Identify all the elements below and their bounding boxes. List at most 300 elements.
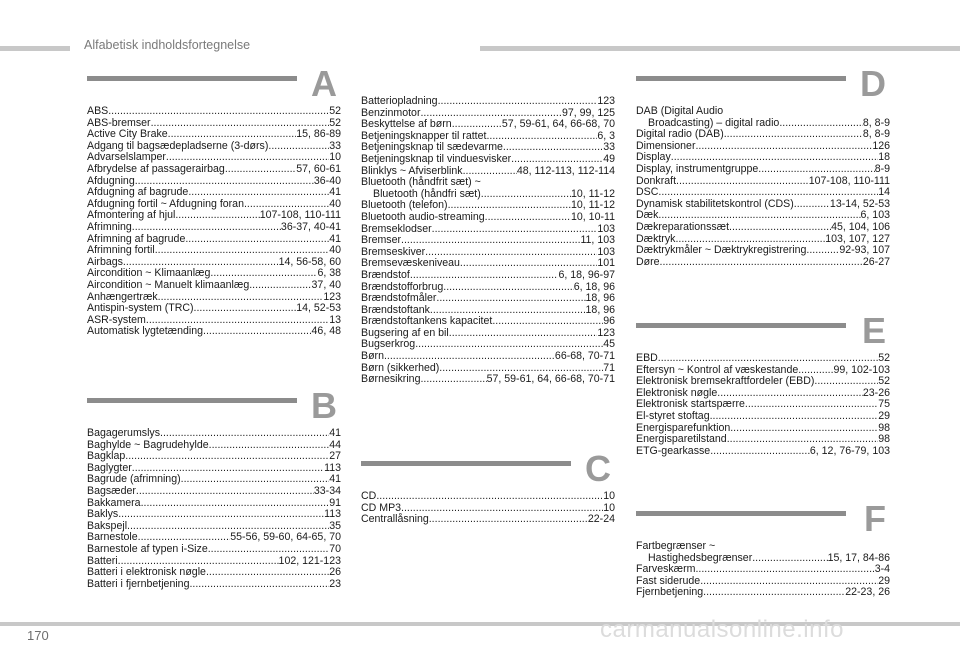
- page-ref: 41: [329, 186, 341, 199]
- page-ref: 40: [329, 244, 341, 257]
- page-ref: 52: [329, 116, 341, 129]
- dot-leader: [125, 451, 329, 463]
- index-term: CD: [361, 490, 377, 502]
- page-ref: 103: [597, 222, 615, 235]
- index-term: Bagsæder: [87, 484, 136, 497]
- dot-leader: [185, 234, 329, 246]
- index-term: Centrallåsning: [361, 513, 429, 526]
- page-ref: 41: [329, 232, 341, 245]
- index-term: Airbags: [87, 255, 123, 268]
- index-term: Afdugning fortil ~ Afdugning foran: [87, 197, 244, 210]
- index-term: Børn: [361, 350, 384, 363]
- dot-leader: [401, 235, 580, 247]
- page-ref: 33: [329, 139, 341, 152]
- index-term: Fartbegrænser ~: [636, 540, 716, 552]
- page-ref: 57, 59-61, 64, 66-68, 70-71: [486, 373, 615, 386]
- page-ref: 15, 17, 84-86: [827, 551, 890, 564]
- page-ref: 11, 103: [580, 234, 615, 247]
- index-term: Bremsevæskeniveau: [361, 257, 460, 270]
- page-ref: 6, 38: [317, 267, 341, 280]
- section-letter: E: [861, 310, 886, 351]
- index-term: Dimensioner: [636, 139, 696, 152]
- index-entry: [636, 446, 890, 458]
- page-ref: 33: [603, 141, 615, 154]
- index-entry: [361, 96, 615, 108]
- dot-leader: [181, 474, 330, 486]
- dot-leader: [710, 446, 810, 458]
- dot-leader: [727, 434, 879, 446]
- index-list: [636, 353, 890, 457]
- page-ref: 123: [597, 326, 615, 339]
- dot-leader: [206, 567, 329, 579]
- dot-leader: [175, 210, 259, 222]
- index-term: Batteri i elektronisk nøgle: [87, 566, 206, 579]
- page-ref: 96: [603, 315, 615, 328]
- page-ref: 6, 18, 96-97: [558, 268, 615, 281]
- dot-leader: [132, 222, 281, 234]
- section-f-heading: [636, 498, 890, 539]
- index-entry: [87, 486, 341, 498]
- section-b-continued: [361, 96, 615, 386]
- section-a: [87, 63, 341, 338]
- page-ref: 98: [878, 433, 890, 446]
- dot-leader: [481, 189, 571, 201]
- section-divider: [636, 323, 846, 328]
- index-term: Bugserkrog: [361, 338, 416, 351]
- page-ref: 45: [603, 338, 615, 351]
- dot-leader: [432, 224, 598, 236]
- page-ref: 18: [878, 151, 890, 164]
- index-term: Benzinmotor: [361, 106, 421, 119]
- page-ref: 40: [329, 197, 341, 210]
- index-entry: [636, 257, 890, 269]
- dot-leader: [745, 399, 878, 411]
- dot-leader: [660, 257, 863, 269]
- page-ref: 113: [324, 461, 341, 474]
- dot-leader: [376, 491, 603, 503]
- page-ref: 44: [329, 438, 341, 451]
- dot-leader: [420, 374, 486, 386]
- dot-leader: [194, 303, 297, 315]
- index-term: Anhængertræk: [87, 290, 158, 303]
- watermark-text: carmanualsonline.info: [600, 616, 844, 643]
- index-entry: [636, 587, 890, 599]
- dot-leader: [695, 564, 874, 576]
- dot-leader: [436, 293, 585, 305]
- index-entry: [636, 434, 890, 446]
- page-ref: 26: [329, 566, 341, 579]
- index-term: Active City Brake: [87, 128, 168, 141]
- index-entry: [87, 164, 341, 176]
- page-ref: 8-9: [874, 162, 890, 175]
- index-entry: [87, 567, 341, 579]
- dot-leader: [449, 328, 598, 340]
- index-term: Digital radio (DAB): [636, 128, 724, 141]
- index-term: Brændstofmåler: [361, 292, 437, 305]
- dot-leader: [141, 498, 330, 510]
- dot-leader: [438, 96, 598, 108]
- index-entry: [87, 245, 341, 257]
- page-ref: 27: [329, 450, 341, 463]
- page-number: 170: [27, 628, 49, 643]
- dot-leader: [249, 280, 311, 292]
- index-term: Bremseskiver: [361, 245, 426, 258]
- index-term: Bluetooth (håndfrit sæt) ~: [361, 176, 481, 189]
- index-term: Advarselslamper: [87, 151, 166, 164]
- dot-leader: [730, 423, 878, 435]
- dot-leader: [486, 131, 597, 143]
- index-term: ETG-gearkasse: [636, 444, 711, 457]
- dot-leader: [108, 106, 329, 118]
- index-term: Batteriopladning: [361, 95, 438, 107]
- index-term: Bluetooth (håndfri sæt): [373, 187, 481, 200]
- page-ref: 23: [329, 577, 341, 590]
- index-term: Barnestole: [87, 531, 138, 544]
- index-entry: [636, 541, 890, 553]
- index-term: Børnesikring: [361, 373, 421, 386]
- index-term: Display: [636, 151, 671, 164]
- dot-leader: [695, 141, 872, 153]
- dot-leader: [410, 270, 559, 282]
- dot-leader: [794, 199, 830, 211]
- dot-leader: [384, 351, 555, 363]
- page-ref: 52: [329, 105, 341, 117]
- index-entry: [87, 222, 341, 234]
- page-ref: 126: [872, 139, 890, 152]
- index-term: ASR-system: [87, 313, 146, 326]
- page-ref: 41: [329, 473, 341, 486]
- section-c: [361, 448, 615, 526]
- index-term: Afrimning af bagrude: [87, 232, 186, 245]
- page-ref: 71: [603, 361, 615, 374]
- index-term: EBD: [636, 352, 658, 364]
- dot-leader: [503, 142, 603, 154]
- page-ref: 70: [329, 542, 341, 555]
- page-ref: 52: [878, 375, 890, 388]
- page-ref: 13: [329, 313, 341, 326]
- dot-leader: [208, 544, 329, 556]
- index-term: Dæktrykmåler ~ Dæktrykregistrering: [636, 244, 807, 257]
- page-ref: 10: [329, 151, 341, 164]
- index-term: Brændstoftankens kapacitet: [361, 315, 493, 328]
- page-ref: 103: [597, 245, 615, 258]
- section-letter: C: [585, 448, 611, 489]
- dot-leader: [492, 316, 603, 328]
- index-term: Afdugning: [87, 174, 135, 187]
- page-ref: 52: [878, 352, 890, 364]
- index-list: [87, 106, 341, 338]
- page-ref: 14, 56-58, 60: [278, 255, 341, 268]
- section-divider: [87, 76, 297, 81]
- index-term: Adgang til bagsædepladserne (3-dørs): [87, 139, 269, 152]
- index-term: Bakspejl: [87, 519, 128, 532]
- index-term: Børn (sikkerhed): [361, 361, 440, 374]
- index-entry: [361, 235, 615, 247]
- dot-leader: [806, 245, 839, 257]
- index-term: Energisparefunktion: [636, 421, 731, 434]
- section-divider: [636, 76, 846, 81]
- index-entry: [361, 491, 615, 503]
- index-entry: [636, 106, 890, 118]
- page-ref: 14: [878, 186, 890, 199]
- section-letter: D: [860, 63, 886, 104]
- index-list: [361, 491, 615, 526]
- page-ref: 107-108, 110-111: [259, 209, 341, 222]
- page-ref: 35: [329, 519, 341, 532]
- index-entry: [636, 164, 890, 176]
- page-ref: 37, 40: [311, 278, 341, 291]
- index-term: Bagagerumslys: [87, 427, 161, 439]
- page-ref: 45, 104, 106: [831, 220, 890, 233]
- dot-leader: [752, 553, 827, 565]
- page-header-title: Alfabetisk indholdsfortegnelse: [84, 38, 251, 52]
- index-entry: [636, 176, 890, 188]
- section-b: [87, 385, 341, 590]
- dot-leader: [155, 245, 330, 257]
- page-ref: 18, 96: [585, 303, 615, 316]
- index-term: Brændstoftank: [361, 303, 430, 316]
- page-ref: 10, 11-12: [571, 187, 615, 200]
- index-list: [87, 428, 341, 590]
- index-term: Broadcasting) – digital radio: [648, 116, 780, 129]
- page-ref: 103, 107, 127: [825, 232, 890, 245]
- index-term: Baklys: [87, 508, 119, 521]
- index-term: ABS-bremser: [87, 116, 151, 129]
- dot-leader: [203, 326, 312, 338]
- index-list: [361, 96, 615, 386]
- page-ref: 6, 3: [597, 129, 615, 142]
- dot-leader: [136, 486, 314, 498]
- index-term: Dækreparationssæt: [636, 220, 730, 233]
- index-term: Døre: [636, 255, 660, 268]
- index-entry: [87, 544, 341, 556]
- page-ref: 46, 48: [311, 325, 341, 338]
- index-term: Betjeningsknap til sædevarme: [361, 141, 503, 154]
- page-ref: 98: [878, 421, 890, 434]
- index-term: Baglygter: [87, 461, 132, 474]
- page-ref: 113: [324, 508, 341, 521]
- index-term: Energisparetilstand: [636, 433, 727, 446]
- section-letter: A: [311, 63, 337, 104]
- page-ref: 57, 60-61: [296, 162, 341, 175]
- index-entry: [636, 187, 890, 199]
- index-entry: [361, 351, 615, 363]
- dot-leader: [658, 187, 878, 199]
- page-ref: 91: [329, 496, 341, 509]
- dot-leader: [429, 514, 588, 526]
- index-entry: [87, 498, 341, 510]
- index-term: Dæktryk: [636, 232, 676, 245]
- section-divider: [636, 511, 846, 516]
- index-term: Bagrude (afrimning): [87, 473, 181, 486]
- dot-leader: [511, 154, 603, 166]
- page-ref: 22-24: [587, 513, 615, 526]
- index-entry: [361, 177, 615, 189]
- index-term: Fast siderude: [636, 574, 701, 587]
- page-ref: 8, 8-9: [862, 128, 890, 141]
- index-term: Brændstof: [361, 268, 410, 281]
- index-term: ABS: [87, 105, 109, 117]
- index-term: Bagklap: [87, 450, 126, 463]
- index-term: Batteri i fjernbetjening: [87, 577, 190, 590]
- dot-leader: [401, 503, 603, 515]
- page-ref: 33-34: [313, 484, 341, 497]
- index-entry: [87, 579, 341, 591]
- header-bar-left: [0, 46, 70, 51]
- index-term: Farveskærm: [636, 563, 696, 576]
- page-ref: 101: [597, 257, 615, 270]
- index-entry: [87, 303, 341, 315]
- page-ref: 10, 10-11: [571, 210, 615, 223]
- dot-leader: [485, 212, 571, 224]
- dot-leader: [188, 187, 329, 199]
- page-ref: 123: [323, 290, 341, 303]
- index-term: Donkraft: [636, 174, 677, 187]
- index-term: Aircondition ~ Klimaanlæg: [87, 267, 211, 280]
- page-ref: 29: [878, 574, 890, 587]
- index-term: Dæk: [636, 209, 659, 222]
- dot-leader: [729, 222, 831, 234]
- index-entry: [87, 280, 341, 292]
- page-ref: 55-56, 59-60, 64-65, 70: [230, 531, 341, 544]
- index-entry: [361, 270, 615, 282]
- index-entry: [636, 222, 890, 234]
- index-term: Elektronisk bremsekraftfordeler (EBD): [636, 375, 815, 388]
- index-term: Bugsering af en bil: [361, 326, 449, 339]
- index-term: Automatisk lygtetænding: [87, 325, 204, 338]
- section-e: [636, 310, 890, 457]
- index-entry: [361, 212, 615, 224]
- index-entry: [87, 440, 341, 452]
- dot-leader: [676, 176, 809, 188]
- page-ref: 36-40: [313, 174, 341, 187]
- index-entry: [636, 199, 890, 211]
- page-ref: 13-14, 52-53: [829, 197, 890, 210]
- index-entry: [361, 514, 615, 526]
- index-list: [636, 106, 890, 268]
- dot-leader: [118, 509, 324, 521]
- page-ref: 3-4: [874, 563, 890, 576]
- section-letter: F: [864, 498, 886, 539]
- index-term: Baghylde ~ Bagrudehylde: [87, 438, 209, 451]
- index-entry: [636, 141, 890, 153]
- index-term: Dynamisk stabilitetskontrol (CDS): [636, 197, 794, 210]
- index-term: El-styret stoftag: [636, 409, 710, 422]
- page-ref: 10: [603, 490, 615, 502]
- index-term: Brændstofforbrug: [361, 280, 444, 293]
- index-entry: [636, 411, 890, 423]
- page-ref: 6, 12, 76-79, 103: [809, 444, 890, 457]
- index-term: CD MP3: [361, 501, 402, 514]
- page-ref: 18, 96: [585, 292, 615, 305]
- index-term: DSC: [636, 186, 659, 199]
- index-term: Afdugning af bagrude: [87, 186, 189, 199]
- index-term: Blinklys ~ Afviserblink: [361, 164, 463, 177]
- header-bar-right: [480, 46, 960, 51]
- index-term: Antispin-system (TRC): [87, 302, 194, 315]
- index-term: Eftersyn ~ Kontrol af væskestande: [636, 363, 799, 376]
- section-c-heading: [361, 448, 615, 489]
- section-d: [636, 63, 890, 268]
- dot-leader: [160, 428, 329, 440]
- page-ref: 10, 11-12: [571, 199, 615, 212]
- page-ref: 123: [597, 95, 615, 107]
- index-entry: [361, 374, 615, 386]
- section-b-heading: [87, 385, 341, 426]
- index-term: Batteri: [87, 554, 118, 567]
- index-term: Elektronisk startspærre: [636, 398, 745, 411]
- index-term: Bremser: [361, 234, 402, 247]
- page-ref: 57, 59-61, 64, 66-68, 70: [501, 118, 615, 131]
- section-divider: [361, 461, 571, 466]
- index-entry: [361, 293, 615, 305]
- page-ref: 66-68, 70-71: [554, 350, 615, 363]
- page-ref: 102, 121-123: [278, 554, 341, 567]
- page-ref: 75: [878, 398, 890, 411]
- dot-leader: [225, 164, 296, 176]
- dot-leader: [779, 118, 863, 130]
- page-ref: 14, 52-53: [296, 302, 341, 315]
- dot-leader: [710, 411, 879, 423]
- page-ref: 29: [878, 409, 890, 422]
- index-term: Fjernbetjening: [636, 586, 704, 599]
- dot-leader: [209, 440, 330, 452]
- index-term: Afrimning fortil: [87, 244, 155, 257]
- index-term: Beskyttelse af børn: [361, 118, 452, 131]
- index-term: Afrimning: [87, 220, 132, 233]
- index-term: Afmontering af hjul: [87, 209, 176, 222]
- page-ref: 49: [603, 152, 615, 165]
- dot-leader: [189, 579, 329, 591]
- page-ref: 92-93, 107: [839, 244, 890, 257]
- page-ref: 48, 112-113, 112-114: [516, 164, 615, 177]
- index-term: Aircondition ~ Manuelt klimaanlæg: [87, 278, 250, 291]
- dot-leader: [658, 353, 878, 365]
- section-e-heading: [636, 310, 890, 351]
- dot-leader: [758, 164, 874, 176]
- section-f: [636, 498, 890, 599]
- index-term: Bluetooth (telefon): [361, 199, 448, 212]
- page-ref: 36-37, 40-41: [280, 220, 341, 233]
- index-entry: [636, 245, 890, 257]
- dot-leader: [724, 129, 863, 141]
- page-ref: 6, 103: [860, 209, 890, 222]
- index-entry: [636, 353, 890, 365]
- section-a-heading: [87, 63, 341, 104]
- section-divider: [87, 398, 297, 403]
- index-term: Display, instrumentgruppe: [636, 162, 759, 175]
- index-entry: [87, 106, 341, 118]
- index-term: DAB (Digital Audio: [636, 105, 724, 117]
- index-list: [636, 541, 890, 599]
- index-term: Afbrydelse af passagerairbag: [87, 162, 225, 175]
- page-ref: 6, 18, 96: [573, 280, 615, 293]
- index-entry: [87, 326, 341, 338]
- index-term: Betjeningsknapper til rattet: [361, 129, 487, 142]
- index-entry: [361, 154, 615, 166]
- page-ref: 26-27: [862, 255, 890, 268]
- dot-leader: [443, 282, 574, 294]
- index-term: Barnestole af typen i-Size: [87, 542, 208, 555]
- page-ref: 41: [329, 427, 341, 439]
- page-ref: 8, 8-9: [862, 116, 890, 129]
- page-ref: 15, 86-89: [296, 128, 341, 141]
- page-ref: 99, 102-103: [833, 363, 890, 376]
- dot-leader: [703, 587, 845, 599]
- index-term: Bakkamera: [87, 496, 141, 509]
- dot-leader: [268, 141, 329, 153]
- section-letter: B: [311, 385, 337, 426]
